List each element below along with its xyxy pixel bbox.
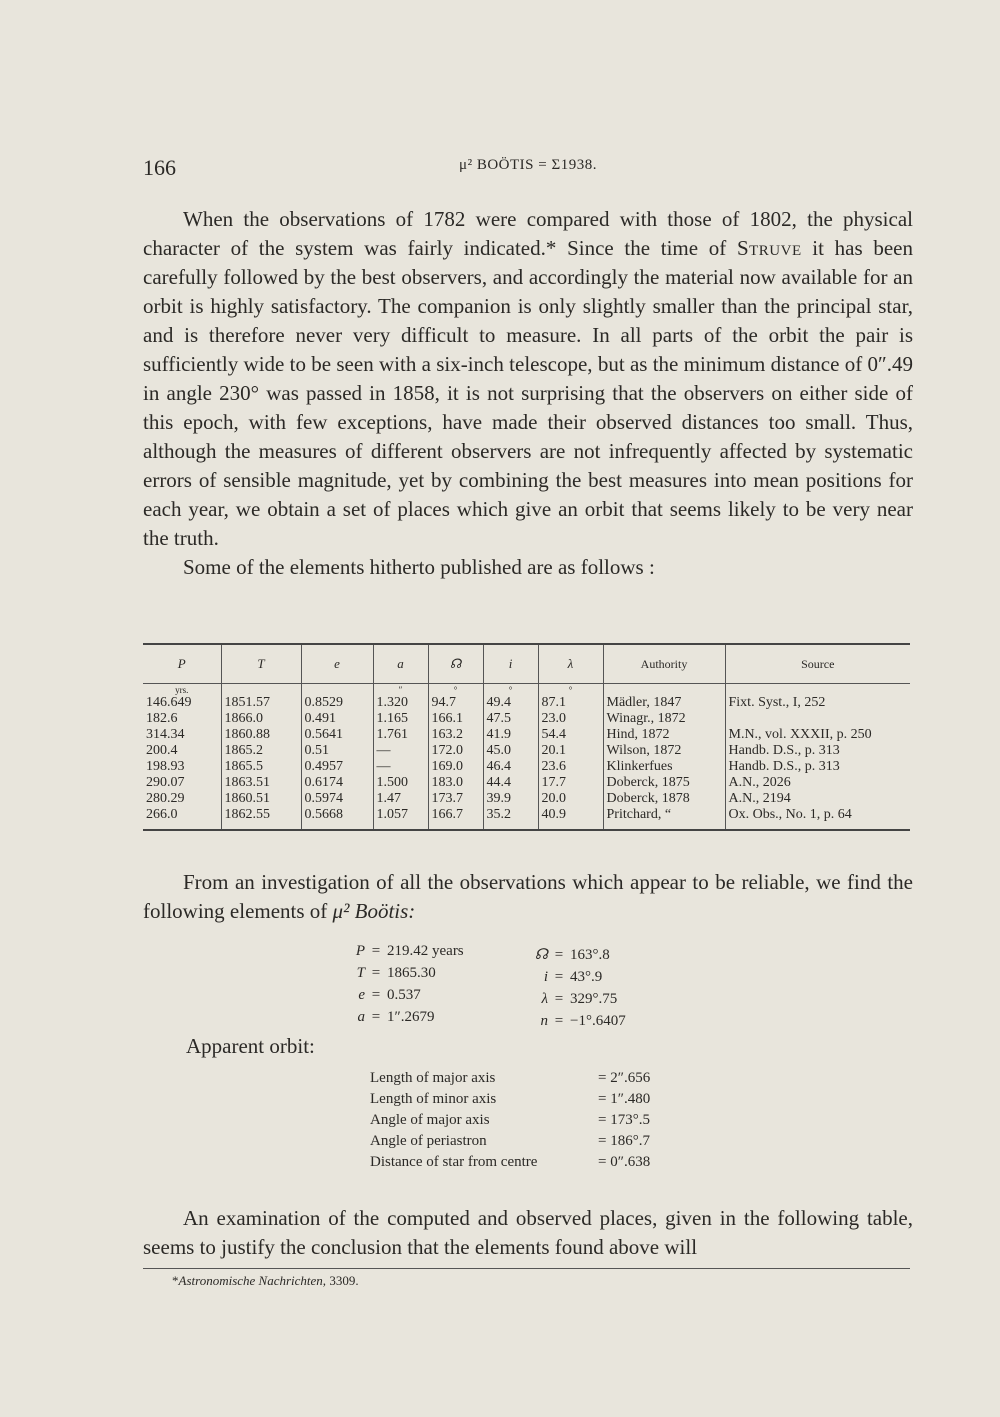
page-header: [143, 155, 913, 185]
page-number: 166: [143, 155, 176, 180]
table-header-cell: T: [221, 644, 301, 684]
element-row: [520, 966, 626, 988]
table-cell: 1865.5: [221, 759, 301, 775]
elements-table-container: [143, 643, 910, 831]
element-symbol: e: [358, 987, 365, 1003]
paragraph-observations: [143, 205, 913, 553]
element-row: [337, 962, 464, 984]
orbit-value: = 186°.7: [598, 1133, 650, 1149]
orbit-value: = 0″.638: [598, 1154, 651, 1170]
table-cell: 290.07: [143, 775, 221, 791]
table-row: [143, 727, 910, 743]
footnote-mark: *: [172, 1273, 179, 1288]
table-cell: 198.93: [143, 759, 221, 775]
table-cell: 23.0: [538, 711, 603, 727]
table-cell: 40.9: [538, 807, 603, 830]
star-name: μ² Boötis:: [332, 899, 416, 923]
element-value: 329°.75: [570, 991, 618, 1007]
equals-sign: =: [371, 1009, 381, 1025]
table-cell: 47.5: [483, 711, 538, 727]
element-row: [520, 1010, 626, 1032]
orbit-row: [370, 1089, 688, 1110]
paragraph-text: From an investigation of all the observations which appear to be reliable, we find the following elements of: [143, 870, 913, 923]
table-cell: 44.4: [483, 775, 538, 791]
table-unit-cell: [603, 684, 725, 696]
table-cell: 166.1: [428, 711, 483, 727]
running-head: μ² BOÖTIS = Σ1938.: [459, 157, 597, 173]
table-unit-cell: [221, 684, 301, 696]
table-cell: Wilson, 1872: [603, 743, 725, 759]
table-row: [143, 759, 910, 775]
paragraph-text: When the observations of 1782 were compared with those of 1802, the physical character of the system was fairly indicated.* Since the time of: [143, 207, 913, 260]
equals-sign: =: [371, 965, 381, 981]
paragraph-text: it has been carefully followed by the best observers, and accordingly the material now available for an orbit is highly satisfactory. The companion is only slightly smaller than the principal star, and is therefore never very difficult to measure. In all parts of the orbit the pair is sufficiently wide to be seen with a six-inch telescope, but as the minimum distance of 0″.49 in angle 230° was passed in 1858, it is not surprising that the observers on either side of this epoch, with few exceptions, have made their observed distances too small. Thus, although the measures of different observers are not infrequently affected by systematic errors of sensible magnitude, yet by combining the best measures into mean positions for each year, we obtain a set of places which give an orbit that seems likely to be very near the truth.: [143, 236, 913, 550]
table-cell: 87.1: [538, 695, 603, 711]
table-cell: 1866.0: [221, 711, 301, 727]
table-unit-cell: [301, 684, 373, 696]
table-cell: 49.4: [483, 695, 538, 711]
table-cell: 41.9: [483, 727, 538, 743]
table-cell: Klinkerfues: [603, 759, 725, 775]
table-units-row: [143, 684, 910, 696]
table-cell: 266.0: [143, 807, 221, 830]
element-symbol: P: [355, 943, 365, 959]
table-cell: Handb. D.S., p. 313: [728, 759, 840, 774]
orbit-label: Angle of major axis: [370, 1112, 490, 1128]
table-body: [143, 684, 910, 831]
table-cell: 0.8529: [301, 695, 373, 711]
footnote-source: Astronomische Nachrichten,: [178, 1273, 327, 1288]
element-value: −1°.6407: [570, 1013, 626, 1029]
paragraph-examination: [143, 1204, 913, 1262]
element-symbol: a: [357, 1009, 365, 1025]
table-cell: 200.4: [143, 743, 221, 759]
table-cell: Handb. D.S., p. 313: [728, 743, 840, 758]
table-cell: Winagr., 1872: [603, 711, 725, 727]
table-cell: 172.0: [428, 743, 483, 759]
equals-sign: =: [371, 943, 381, 959]
element-symbol: T: [356, 965, 365, 981]
orbit-label: Length of major axis: [370, 1070, 496, 1086]
orbit-label: Length of minor axis: [370, 1091, 497, 1107]
table-cell: Fixt. Syst., I, 252: [728, 695, 826, 710]
table-cell: 314.34: [143, 727, 221, 743]
body-text: [143, 205, 913, 582]
table-header-row: [143, 644, 910, 684]
table-cell: 1863.51: [221, 775, 301, 791]
table-unit-cell: yrs.: [143, 684, 221, 696]
element-symbol: ☊: [534, 947, 548, 963]
table-unit-cell: °: [428, 684, 483, 696]
footnote-number: 3309.: [326, 1273, 359, 1288]
table-cell: 1.165: [373, 711, 428, 727]
orbit-label: Angle of periastron: [370, 1133, 487, 1149]
table-cell: 1.057: [373, 807, 428, 830]
table-cell: Ox. Obs., No. 1, p. 64: [728, 807, 852, 822]
table-cell: 1865.2: [221, 743, 301, 759]
element-symbol: n: [540, 1013, 548, 1029]
element-row: [337, 940, 464, 962]
element-row: [520, 944, 626, 966]
paragraph-investigation: [143, 868, 913, 926]
table-cell: A.N., 2194: [728, 791, 791, 806]
table-cell: Pritchard, “: [603, 807, 725, 830]
table-cell: 39.9: [483, 791, 538, 807]
table-cell: 20.0: [538, 791, 603, 807]
element-row: [337, 1006, 464, 1028]
table-cell: 17.7: [538, 775, 603, 791]
table-cell: [725, 711, 910, 727]
table-cell: Hind, 1872: [603, 727, 725, 743]
element-value: 1″.2679: [387, 1009, 435, 1025]
table-unit-cell: °: [483, 684, 538, 696]
element-value: 219.42 years: [387, 943, 464, 959]
table-header-cell: ☊: [428, 644, 483, 684]
paragraph-elements-intro: Some of the elements hitherto published are as follows :: [183, 555, 655, 579]
equals-sign: =: [554, 969, 564, 985]
table-cell: Doberck, 1878: [603, 791, 725, 807]
element-value: 0.537: [387, 987, 421, 1003]
apparent-orbit-label: Apparent orbit:: [186, 1034, 315, 1058]
table-cell: 173.7: [428, 791, 483, 807]
table-cell: 0.5668: [301, 807, 373, 830]
element-value: 43°.9: [570, 969, 603, 985]
table-cell: 169.0: [428, 759, 483, 775]
table-row: [143, 775, 910, 791]
equals-sign: =: [554, 947, 564, 963]
table-cell: 1860.88: [221, 727, 301, 743]
table-unit-cell: [725, 684, 910, 696]
table-cell: Doberck, 1875: [603, 775, 725, 791]
elements-left-column: [337, 940, 464, 1028]
table-row: [143, 743, 910, 759]
table-unit-cell: °: [538, 684, 603, 696]
element-value: 1865.30: [387, 965, 436, 981]
table-cell: 1.320: [373, 695, 428, 711]
footnote-rule: [143, 1268, 910, 1269]
table-cell: 1862.55: [221, 807, 301, 830]
table-header-cell: P: [143, 644, 221, 684]
table-cell: 1.761: [373, 727, 428, 743]
table-cell: —: [373, 759, 428, 775]
table-cell: 0.4957: [301, 759, 373, 775]
table-cell: 54.4: [538, 727, 603, 743]
table-cell: 1.500: [373, 775, 428, 791]
table-cell: Mädler, 1847: [603, 695, 725, 711]
elements-right-column: [520, 944, 626, 1032]
orbit-row: [370, 1152, 688, 1173]
table-cell: —: [373, 743, 428, 759]
table-cell: 0.6174: [301, 775, 373, 791]
table-cell: 0.51: [301, 743, 373, 759]
table-cell: 146.649: [143, 695, 221, 711]
element-value: 163°.8: [570, 947, 610, 963]
table-cell: 1860.51: [221, 791, 301, 807]
table-cell: 280.29: [143, 791, 221, 807]
table-cell: 94.7: [428, 695, 483, 711]
table-cell: 183.0: [428, 775, 483, 791]
equals-sign: =: [371, 987, 381, 1003]
table-cell: 1.47: [373, 791, 428, 807]
equals-sign: =: [554, 1013, 564, 1029]
table-header-cell: i: [483, 644, 538, 684]
table-cell: 0.5641: [301, 727, 373, 743]
orbit-value: = 173°.5: [598, 1112, 650, 1128]
element-symbol: i: [543, 969, 548, 985]
table-cell: 45.0: [483, 743, 538, 759]
table-cell: 0.491: [301, 711, 373, 727]
table-row: [143, 791, 910, 807]
orbit-row: [370, 1068, 688, 1089]
table-cell: 35.2: [483, 807, 538, 830]
orbit-value: = 1″.480: [598, 1091, 651, 1107]
table-cell: M.N., vol. XXXII, p. 250: [728, 727, 872, 742]
elements-table: [143, 643, 910, 831]
element-row: [520, 988, 626, 1010]
table-header-cell: Authority: [603, 644, 725, 684]
table-row: [143, 711, 910, 727]
table-cell: 166.7: [428, 807, 483, 830]
equals-sign: =: [554, 991, 564, 1007]
table-cell: 46.4: [483, 759, 538, 775]
table-unit-cell: ″: [373, 684, 428, 696]
table-cell: 182.6: [143, 711, 221, 727]
table-row: [143, 695, 910, 711]
table-cell: 0.5974: [301, 791, 373, 807]
table-row: [143, 807, 910, 830]
paragraph-examination-text: An examination of the computed and observed places, given in the following table, seems to justify the conclusion that the elements found above will: [143, 1206, 913, 1259]
orbit-value: = 2″.656: [598, 1070, 651, 1086]
table-header-cell: a: [373, 644, 428, 684]
struve-name: Struve: [736, 236, 802, 260]
table-header-cell: λ: [538, 644, 603, 684]
element-row: [337, 984, 464, 1006]
table-cell: A.N., 2026: [728, 775, 791, 790]
footnote: [172, 1273, 359, 1289]
orbit-row: [370, 1131, 688, 1152]
orbit-label: Distance of star from centre: [370, 1154, 538, 1170]
table-header-cell: e: [301, 644, 373, 684]
element-symbol: λ: [541, 991, 548, 1007]
apparent-orbit-table: [370, 1068, 688, 1173]
table-cell: 20.1: [538, 743, 603, 759]
paragraph-investigation-text: [143, 868, 913, 926]
table-header-cell: Source: [725, 644, 910, 684]
table-cell: 1851.57: [221, 695, 301, 711]
orbit-row: [370, 1110, 688, 1131]
table-cell: 23.6: [538, 759, 603, 775]
table-cell: 163.2: [428, 727, 483, 743]
